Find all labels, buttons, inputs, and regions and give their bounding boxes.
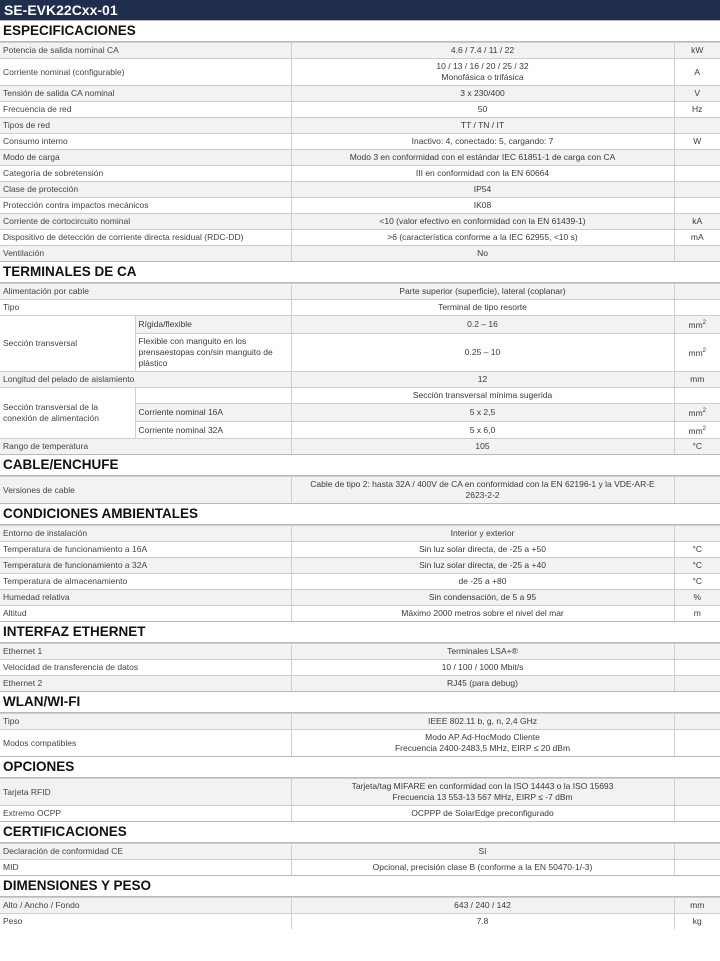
table-row [0,860,720,876]
row-value: TT / TN / IT [291,118,674,134]
table-wlan [0,713,720,756]
row-label: Sección transversal de la conexión de alimentación [0,387,135,439]
table-row [0,150,720,166]
row-value: Interior y exterior [291,526,674,542]
row-value: Terminal de tipo resorte [291,300,674,316]
row-unit: m [674,606,720,622]
table-ambientales [0,525,720,621]
row-value [291,730,674,757]
row-unit: W [674,134,720,150]
row-value: RJ45 (para debug) [291,676,674,692]
table-row [0,914,720,930]
table-row [0,558,720,574]
row-unit [674,676,720,692]
row-unit [674,166,720,182]
table-row [0,806,720,822]
table-row [0,371,720,387]
unit-text: mm [688,407,703,418]
row-value: OCPPP de SolarEdge preconfigurado [291,806,674,822]
row-label: Entorno de instalación [0,526,291,542]
row-label: Rango de temperatura [0,439,291,455]
row-label: Tipo [0,714,291,730]
table-row [0,214,720,230]
table-row [0,779,720,806]
value-line-2: Frecuencia 2400-2483,5 MHz, EIRP ≤ 20 dBm [394,743,571,754]
row-label: Modos compatibles [0,730,291,757]
row-label: Altitud [0,606,291,622]
row-unit: mA [674,230,720,246]
unit-sup: 2 [702,425,706,432]
row-label: Tipo [0,300,291,316]
row-unit [674,660,720,676]
table-opciones [0,778,720,821]
row-label: Sección transversal [0,316,135,372]
row-value: 4.6 / 7.4 / 11 / 22 [291,43,674,59]
row-unit [674,333,720,371]
row-unit: kW [674,43,720,59]
row-unit: °C [674,542,720,558]
row-value: No [291,246,674,262]
row-unit [674,300,720,316]
document-title: SE-EVK22Cxx-01 [0,0,720,20]
table-row [0,477,720,504]
row-sublabel: Rígida/flexible [135,316,291,334]
unit-text: mm [688,319,703,330]
row-label: Temperatura de funcionamiento a 16A [0,542,291,558]
table-row [0,644,720,660]
row-unit [674,806,720,822]
table-row [0,118,720,134]
section-header-cable: CABLE/ENCHUFE [0,454,720,476]
table-ethernet [0,643,720,691]
row-label: Ventilación [0,246,291,262]
row-value: Sí [291,844,674,860]
row-label: Ethernet 1 [0,644,291,660]
unit-sup: 2 [702,347,706,354]
row-unit [674,730,720,757]
row-label: Clase de protección [0,182,291,198]
unit-sup: 2 [702,407,706,414]
table-row [0,182,720,198]
row-sublabel: Corriente nominal 32A [135,421,291,439]
table-row [0,526,720,542]
row-value: Terminales LSA+® [291,644,674,660]
table-row [0,86,720,102]
section-header-opciones: OPCIONES [0,756,720,778]
row-unit [674,198,720,214]
row-value: de -25 a +80 [291,574,674,590]
row-label: Protección contra impactos mecánicos [0,198,291,214]
value-line-1: Tarjeta/tag MIFARE en conformidad con la ISO 14443 o la ISO 15693 [351,781,614,792]
table-row [0,542,720,558]
table-certificaciones [0,843,720,875]
row-unit [674,118,720,134]
row-label: Consumo interno [0,134,291,150]
row-value: Sin condensación, de 5 a 95 [291,590,674,606]
row-label: Extremo OCPP [0,806,291,822]
row-value: III en conformidad con la EN 60664 [291,166,674,182]
row-unit: % [674,590,720,606]
table-row [0,590,720,606]
row-label: Frecuencia de red [0,102,291,118]
section-header-especificaciones: ESPECIFICACIONES [0,20,720,42]
row-value: 50 [291,102,674,118]
row-value: 0.25 – 10 [291,333,674,371]
section-header-ethernet: INTERFAZ ETHERNET [0,621,720,643]
row-label: Longitud del pelado de aislamiento [0,371,291,387]
row-value: 0.2 – 16 [291,316,674,334]
row-unit: Hz [674,102,720,118]
table-row [0,730,720,757]
unit-text: mm [688,425,703,436]
row-unit [674,644,720,660]
row-value [291,477,674,504]
row-sublabel: Corriente nominal 16A [135,403,291,421]
row-value: Sin luz solar directa, de -25 a +50 [291,542,674,558]
unit-text: mm [688,347,703,358]
table-row [0,898,720,914]
row-value: Opcional, precisión clase B (conforme a la EN 50470-1/-3) [291,860,674,876]
unit-sup: 2 [702,320,706,326]
row-unit [674,150,720,166]
row-label: Alimentación por cable [0,284,291,300]
row-sublabel: Flexible con manguito en los prensaestopas con/sin manguito de plástico [135,333,291,371]
row-value: 5 x 6,0 [291,421,674,439]
row-sublabel [135,387,291,403]
row-unit [674,246,720,262]
section-header-certificaciones: CERTIFICACIONES [0,821,720,843]
section-header-terminales: TERMINALES DE CA [0,261,720,283]
row-label: Humedad relativa [0,590,291,606]
table-row [0,230,720,246]
row-unit [674,316,720,334]
table-row [0,59,720,86]
table-row [0,300,720,316]
row-label: Temperatura de funcionamiento a 32A [0,558,291,574]
row-unit: kg [674,914,720,930]
row-unit [674,526,720,542]
value-line-1: Modo AP Ad-HocModo Cliente [425,732,540,743]
table-row [0,316,720,334]
table-row [0,284,720,300]
section-header-wlan: WLAN/WI-FI [0,691,720,713]
table-row [0,246,720,262]
row-unit [674,421,720,439]
table-row [0,166,720,182]
row-value: 643 / 240 / 142 [291,898,674,914]
row-unit: mm [674,898,720,914]
table-especificaciones [0,42,720,261]
value-line-1: 10 / 13 / 16 / 20 / 25 / 32 [436,61,529,71]
row-value: 3 x 230/400 [291,86,674,102]
row-value: 12 [291,371,674,387]
row-value: Sección transversal mínima sugerida [291,387,674,403]
row-unit [674,779,720,806]
row-unit [674,284,720,300]
value-line-2: 2623-2-2 [465,490,500,501]
row-unit [674,714,720,730]
table-row [0,714,720,730]
table-row [0,134,720,150]
row-value: Sin luz solar directa, de -25 a +40 [291,558,674,574]
row-unit [674,387,720,403]
row-unit [674,477,720,504]
row-label: Declaración de conformidad CE [0,844,291,860]
table-row [0,439,720,455]
section-header-ambientales: CONDICIONES AMBIENTALES [0,503,720,525]
row-label: Tarjeta RFID [0,779,291,806]
table-row [0,102,720,118]
row-label: Velocidad de transferencia de datos [0,660,291,676]
row-unit: kA [674,214,720,230]
table-row [0,676,720,692]
row-value [291,779,674,806]
row-value: <10 (valor efectivo en conformidad con la EN 61439-1) [291,214,674,230]
row-label: Potencia de salida nominal CA [0,43,291,59]
row-value: IP54 [291,182,674,198]
table-cable [0,476,720,503]
row-unit [674,182,720,198]
row-value: IK08 [291,198,674,214]
row-label: Corriente de cortocircuito nominal [0,214,291,230]
row-unit [674,844,720,860]
row-unit: V [674,86,720,102]
table-dimensiones [0,897,720,929]
row-unit: mm [674,371,720,387]
table-row [0,660,720,676]
row-label: Tensión de salida CA nominal [0,86,291,102]
row-unit [674,860,720,876]
row-unit: °C [674,574,720,590]
table-row [0,574,720,590]
row-label: Ethernet 2 [0,676,291,692]
row-label: Tipos de red [0,118,291,134]
row-label: Categoría de sobretensión [0,166,291,182]
row-label: MID [0,860,291,876]
row-value: Máximo 2000 metros sobre el nivel del mar [291,606,674,622]
table-row [0,198,720,214]
row-unit [674,403,720,421]
row-label: Modo de carga [0,150,291,166]
row-label: Peso [0,914,291,930]
value-line-2: Monofásica o trifásica [441,72,524,82]
value-line-1: Cable de tipo 2: hasta 32A / 400V de CA en conformidad con la EN 62196-1 y la VDE-AR-E [310,479,655,490]
section-header-dimensiones: DIMENSIONES Y PESO [0,875,720,897]
row-unit: A [674,59,720,86]
row-value [291,59,674,86]
value-line-2: Frecuencia 13 553-13 567 MHz, EIRP ≤ -7 dBm [392,792,573,803]
row-value: Parte superior (superficie), lateral (coplanar) [291,284,674,300]
table-terminales [0,283,720,454]
table-row [0,387,720,403]
row-value: 10 / 100 / 1000 Mbit/s [291,660,674,676]
row-label: Temperatura de almacenamiento [0,574,291,590]
row-value: Modo 3 en conformidad con el estándar IEC 61851-1 de carga con CA [291,150,674,166]
row-value: 105 [291,439,674,455]
row-value: Inactivo: 4, conectado: 5, cargando: 7 [291,134,674,150]
row-label: Versiones de cable [0,477,291,504]
table-row [0,43,720,59]
table-row [0,844,720,860]
row-label: Corriente nominal (configurable) [0,59,291,86]
row-value: >6 (característica conforme a la IEC 62955, <10 s) [291,230,674,246]
row-value: 5 x 2,5 [291,403,674,421]
row-label: Dispositivo de detección de corriente directa residual (RDC-DD) [0,230,291,246]
row-unit: °C [674,439,720,455]
row-value: 7.8 [291,914,674,930]
row-unit: °C [674,558,720,574]
table-row [0,606,720,622]
row-label: Alto / Ancho / Fondo [0,898,291,914]
row-value: IEEE 802.11 b, g, n, 2,4 GHz [291,714,674,730]
